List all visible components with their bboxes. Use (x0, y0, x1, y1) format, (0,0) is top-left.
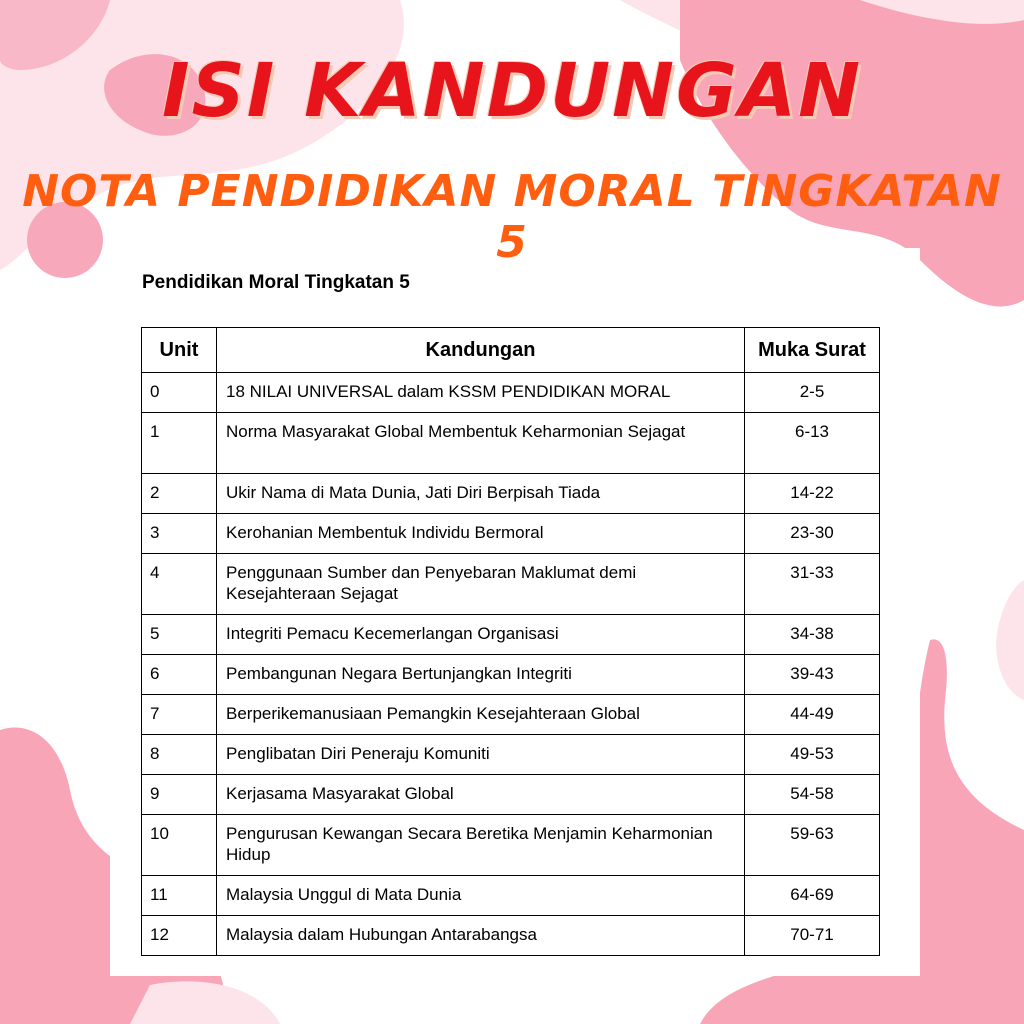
cell-content: Norma Masyarakat Global Membentuk Keharmonian Sejagat (217, 413, 745, 474)
cell-unit: 7 (142, 695, 217, 735)
cell-page: 54-58 (745, 775, 880, 815)
cell-content: Ukir Nama di Mata Dunia, Jati Diri Berpisah Tiada (217, 474, 745, 514)
table-row (142, 474, 880, 514)
header-page: Muka Surat (745, 328, 880, 373)
cell-page: 39-43 (745, 655, 880, 695)
section-heading: Pendidikan Moral Tingkatan 5 (142, 272, 410, 293)
cell-page: 6-13 (745, 413, 880, 474)
cell-unit: 9 (142, 775, 217, 815)
cell-page: 23-30 (745, 514, 880, 554)
cell-content: 18 NILAI UNIVERSAL dalam KSSM PENDIDIKAN MORAL (217, 373, 745, 413)
cell-unit: 2 (142, 474, 217, 514)
page-title: ISI KANDUNGAN (161, 48, 863, 134)
cell-page: 59-63 (745, 815, 880, 876)
table-header-row (142, 328, 880, 373)
contents-table (141, 327, 880, 956)
table-row (142, 554, 880, 615)
table-row (142, 876, 880, 916)
cell-unit: 3 (142, 514, 217, 554)
table-row (142, 655, 880, 695)
cell-content: Kerohanian Membentuk Individu Bermoral (217, 514, 745, 554)
cell-content: Pengurusan Kewangan Secara Beretika Menjamin Keharmonian Hidup (217, 815, 745, 876)
table-row (142, 916, 880, 956)
table-row (142, 735, 880, 775)
cell-unit: 11 (142, 876, 217, 916)
table-row (142, 413, 880, 474)
cell-unit: 1 (142, 413, 217, 474)
cell-content: Integriti Pemacu Kecemerlangan Organisasi (217, 615, 745, 655)
cell-content: Penglibatan Diri Peneraju Komuniti (217, 735, 745, 775)
table-row (142, 615, 880, 655)
cell-page: 31-33 (745, 554, 880, 615)
table-row (142, 514, 880, 554)
cell-unit: 10 (142, 815, 217, 876)
table-row (142, 775, 880, 815)
table-row (142, 695, 880, 735)
header-content: Kandungan (217, 328, 745, 373)
page-subtitle: NOTA PENDIDIKAN MORAL TINGKATAN 5 (22, 166, 1002, 268)
cell-page: 2-5 (745, 373, 880, 413)
cell-content: Malaysia dalam Hubungan Antarabangsa (217, 916, 745, 956)
table-row (142, 815, 880, 876)
cell-content: Kerjasama Masyarakat Global (217, 775, 745, 815)
cell-unit: 4 (142, 554, 217, 615)
cell-unit: 5 (142, 615, 217, 655)
cell-unit: 0 (142, 373, 217, 413)
cell-page: 49-53 (745, 735, 880, 775)
header-unit: Unit (142, 328, 217, 373)
cell-unit: 12 (142, 916, 217, 956)
cell-content: Pembangunan Negara Bertunjangkan Integriti (217, 655, 745, 695)
cell-unit: 6 (142, 655, 217, 695)
cell-page: 44-49 (745, 695, 880, 735)
cell-page: 70-71 (745, 916, 880, 956)
cell-content: Penggunaan Sumber dan Penyebaran Maklumat demi Kesejahteraan Sejagat (217, 554, 745, 615)
cell-page: 64-69 (745, 876, 880, 916)
cell-content: Malaysia Unggul di Mata Dunia (217, 876, 745, 916)
cell-page: 34-38 (745, 615, 880, 655)
cell-unit: 8 (142, 735, 217, 775)
cell-content: Berperikemanusiaan Pemangkin Kesejahteraan Global (217, 695, 745, 735)
cell-page: 14-22 (745, 474, 880, 514)
table-row (142, 373, 880, 413)
